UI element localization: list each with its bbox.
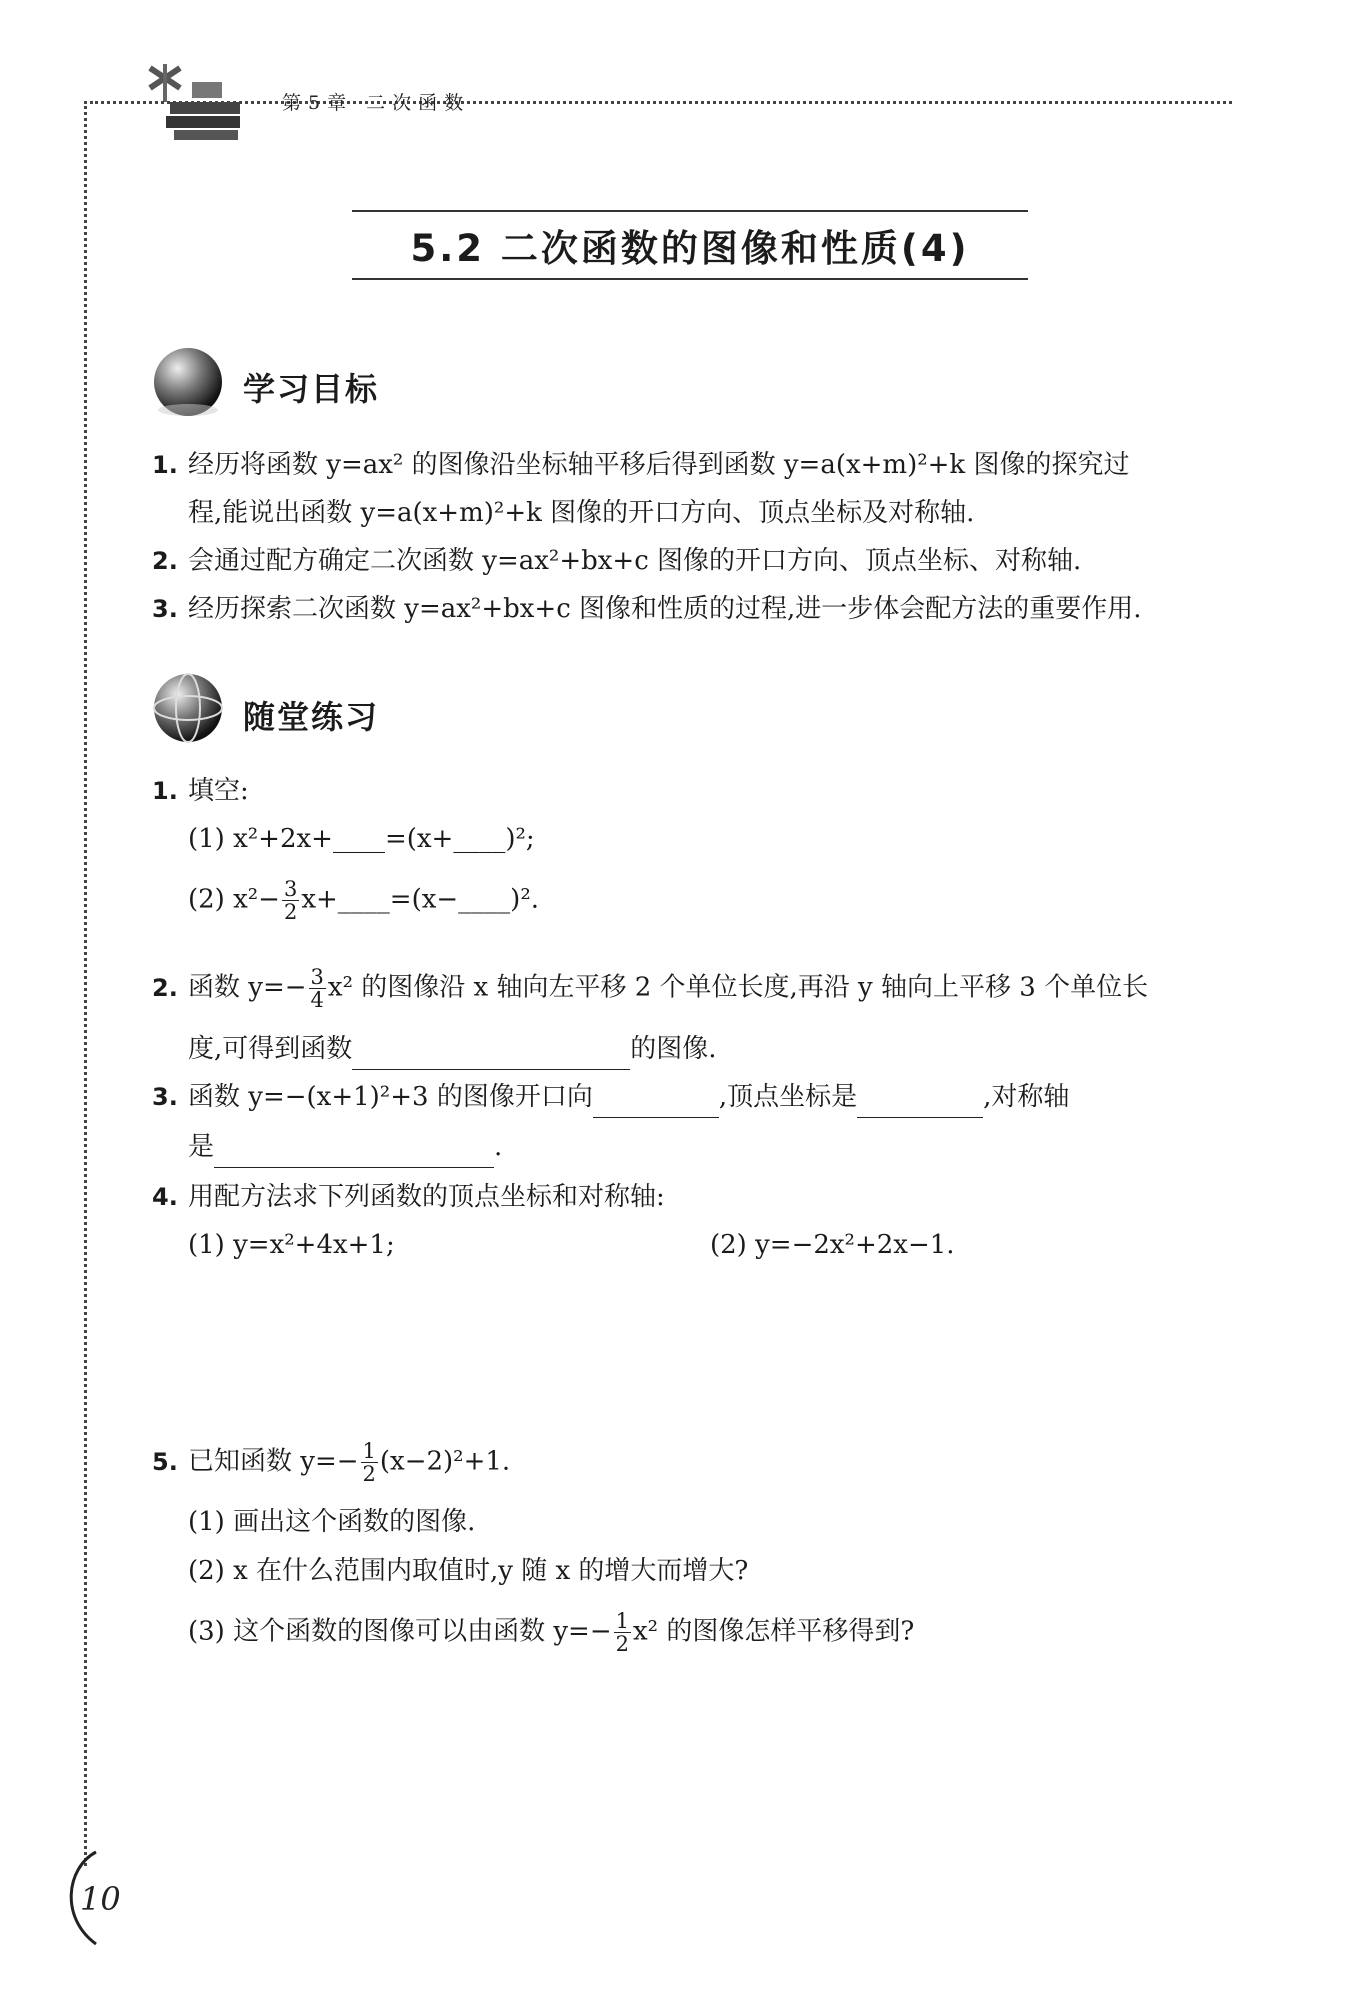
q5-p3-post: x² 的图像怎样平移得到? xyxy=(633,1616,915,1647)
fraction xyxy=(614,1610,631,1655)
q5-part-1: (1) 画出这个函数的图像. xyxy=(188,1507,476,1537)
objective-item-1 xyxy=(152,448,1129,482)
q3-post: ,对称轴 xyxy=(983,1082,1070,1112)
denominator: 2 xyxy=(283,900,298,924)
numerator: 1 xyxy=(362,1439,376,1463)
question-number: 3. xyxy=(152,1083,178,1111)
q3-mid: ,顶点坐标是 xyxy=(718,1082,858,1112)
q1-p2-post: x+____=(x−____)². xyxy=(301,884,539,915)
answer-blank[interactable] xyxy=(857,1083,983,1118)
margin-dotted-rule xyxy=(84,101,87,1866)
question-1 xyxy=(152,774,249,808)
q5-part-2: (2) x 在什么范围内取值时,y 随 x 的增大而增大? xyxy=(188,1556,749,1586)
q1-part-2 xyxy=(188,878,539,923)
answer-blank[interactable] xyxy=(593,1083,719,1118)
question-stem: 用配方法求下列函数的顶点坐标和对称轴: xyxy=(188,1182,665,1212)
section-title: 5.2 二次函数的图像和性质(4) xyxy=(410,227,970,270)
objective-text: 经历探索二次函数 y=ax²+bx+c 图像和性质的过程,进一步体会配方法的重要作用. xyxy=(188,594,1142,624)
objective-item-1-cont: 程,能说出函数 y=a(x+m)²+k 图像的开口方向、顶点坐标及对称轴. xyxy=(188,498,975,528)
answer-blank[interactable] xyxy=(214,1133,494,1168)
q3-pre: 函数 y=−(x+1)²+3 的图像开口向 xyxy=(188,1082,593,1112)
globe-icon xyxy=(150,670,226,746)
q3-line2-pre: 是 xyxy=(188,1132,215,1162)
q5-part-3 xyxy=(188,1610,914,1655)
q5-post: (x−2)²+1. xyxy=(379,1446,511,1477)
header-dotted-rule xyxy=(90,101,1232,104)
denominator: 4 xyxy=(310,988,324,1012)
q5-p3-pre: (3) 这个函数的图像可以由函数 y=− xyxy=(188,1616,612,1647)
question-2 xyxy=(152,966,1148,1011)
denominator: 2 xyxy=(362,1462,376,1486)
question-3-cont xyxy=(188,1130,502,1168)
q4-part-2: (2) y=−2x²+2x−1. xyxy=(710,1230,955,1260)
fraction xyxy=(282,878,299,923)
q5-pre: 已知函数 y=− xyxy=(188,1446,359,1477)
objectives-heading: 学习目标 xyxy=(243,370,380,408)
title-rule-top xyxy=(352,210,1028,212)
running-head: 第5章 二次函数 xyxy=(282,92,471,114)
objective-text: 会通过配方确定二次函数 y=ax²+bx+c 图像的开口方向、顶点坐标、对称轴. xyxy=(188,546,1082,576)
objective-number: 3. xyxy=(152,595,178,623)
objective-item-3 xyxy=(152,592,1142,626)
q2-pre: 函数 y=− xyxy=(188,972,307,1003)
fraction xyxy=(361,1440,378,1485)
question-5 xyxy=(152,1440,510,1485)
denominator: 2 xyxy=(615,1632,629,1656)
q2-post: x² 的图像沿 x 轴向左平移 2 个单位长度,再沿 y 轴向上平移 3 个单位长 xyxy=(327,972,1149,1003)
answer-blank[interactable] xyxy=(352,1035,630,1070)
question-number: 2. xyxy=(152,973,178,1002)
q1-p2-pre: (2) x²− xyxy=(188,884,280,915)
sphere-icon xyxy=(150,344,226,420)
objective-number: 1. xyxy=(152,451,178,479)
question-number: 4. xyxy=(152,1183,178,1211)
numerator: 1 xyxy=(615,1609,629,1633)
q1-part-1: (1) x²+2x+____=(x+____)²; xyxy=(188,824,535,854)
question-number: 5. xyxy=(152,1447,178,1476)
question-3 xyxy=(152,1080,1069,1118)
question-number: 1. xyxy=(152,777,178,805)
q2-line2-pre: 度,可得到函数 xyxy=(188,1034,353,1064)
question-4 xyxy=(152,1180,665,1214)
q4-part-1: (1) y=x²+4x+1; xyxy=(188,1230,395,1260)
numerator: 3 xyxy=(310,965,324,989)
q3-line2-post: . xyxy=(494,1132,503,1162)
title-rule-bottom xyxy=(352,278,1028,280)
practice-heading: 随堂练习 xyxy=(243,698,380,736)
objective-text: 经历将函数 y=ax² 的图像沿坐标轴平移后得到函数 y=a(x+m)²+k 图像的探究过 xyxy=(188,450,1130,480)
page-number: 10 xyxy=(80,1880,121,1918)
objective-number: 2. xyxy=(152,547,178,575)
numerator: 3 xyxy=(283,877,298,901)
objective-item-2 xyxy=(152,544,1081,578)
question-2-cont xyxy=(188,1032,717,1070)
question-stem: 填空: xyxy=(188,776,249,806)
q2-line2-post: 的图像. xyxy=(630,1034,717,1064)
fraction xyxy=(309,966,326,1011)
